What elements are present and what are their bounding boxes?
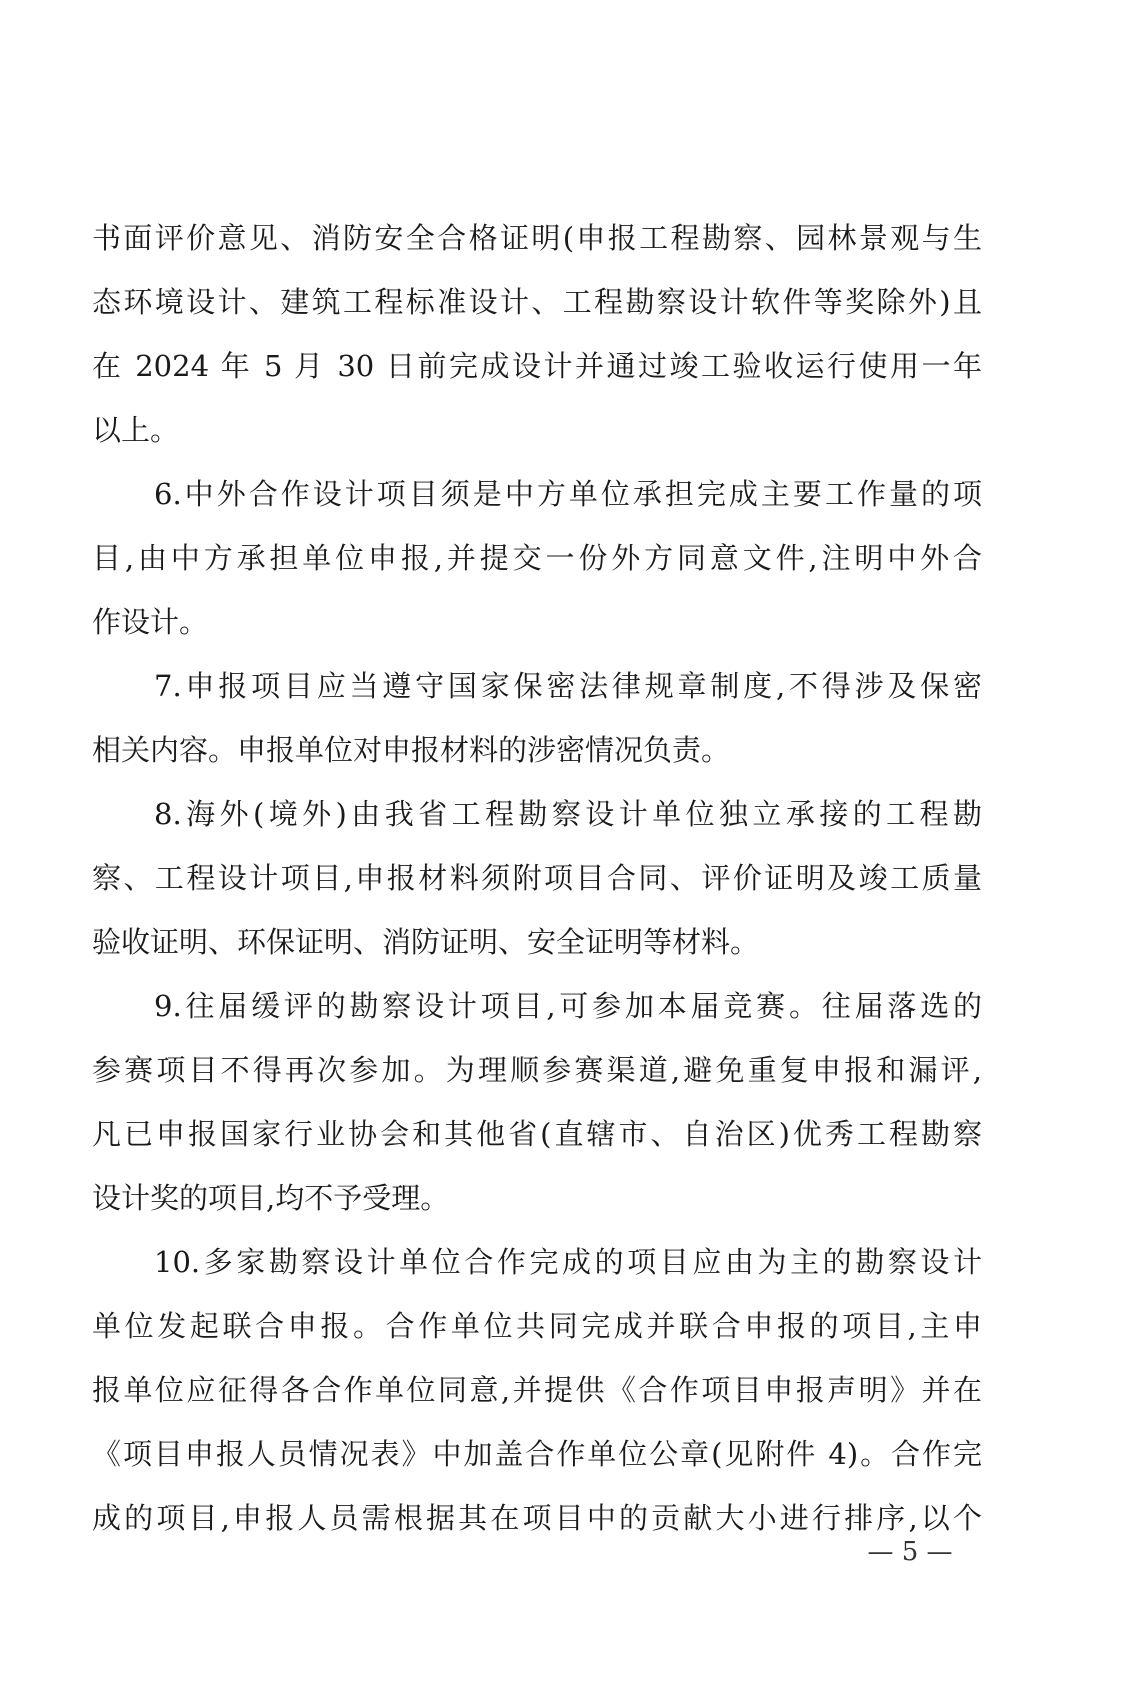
document-body — [92, 206, 982, 1550]
paragraph-first-line: 8.海外(境外)由我省工程勘察设计单位独立承接的工程勘 — [154, 797, 982, 831]
paragraph-first-line: 10.多家勘察设计单位合作完成的项目应由为主的勘察设计 — [154, 1245, 982, 1279]
page-number: — 5 — — [867, 1537, 953, 1567]
text-line: 作设计。 — [92, 605, 209, 639]
text-line: 单位发起联合申报。合作单位共同完成并联合申报的项目,主申 — [92, 1309, 982, 1343]
text-line: 报单位应征得各合作单位同意,并提供《合作项目申报声明》并在 — [92, 1373, 982, 1407]
text-line: 书面评价意见、消防安全合格证明(申报工程勘察、园林景观与生 — [92, 221, 982, 255]
paragraph-first-line: 9.往届缓评的勘察设计项目,可参加本届竞赛。往届落选的 — [154, 989, 982, 1023]
text-line: 态环境设计、建筑工程标准设计、工程勘察设计软件等奖除外)且 — [92, 285, 982, 319]
paragraph-first-line: 7.申报项目应当遵守国家保密法律规章制度,不得涉及保密 — [154, 669, 982, 703]
text-line: 《项目申报人员情况表》中加盖合作单位公章(见附件 4)。合作完 — [92, 1437, 982, 1471]
text-line: 设计奖的项目,均不予受理。 — [92, 1181, 450, 1215]
text-line: 在 2024 年 5 月 30 日前完成设计并通过竣工验收运行使用一年 — [92, 349, 982, 383]
paragraph-first-line: 6.中外合作设计项目须是中方单位承担完成主要工作量的项 — [154, 477, 982, 511]
text-line: 凡已申报国家行业协会和其他省(直辖市、自治区)优秀工程勘察 — [92, 1117, 982, 1151]
text-line: 目,由中方承担单位申报,并提交一份外方同意文件,注明中外合 — [92, 541, 982, 575]
text-line: 相关内容。申报单位对申报材料的涉密情况负责。 — [92, 733, 731, 767]
text-line: 参赛项目不得再次参加。为理顺参赛渠道,避免重复申报和漏评, — [92, 1053, 982, 1087]
text-line: 以上。 — [92, 413, 180, 447]
text-line: 成的项目,申报人员需根据其在项目中的贡献大小进行排序,以个 — [92, 1501, 982, 1535]
text-line: 验收证明、环保证明、消防证明、安全证明等材料。 — [92, 925, 760, 959]
text-line: 察、工程设计项目,申报材料须附项目合同、评价证明及竣工质量 — [92, 861, 982, 895]
